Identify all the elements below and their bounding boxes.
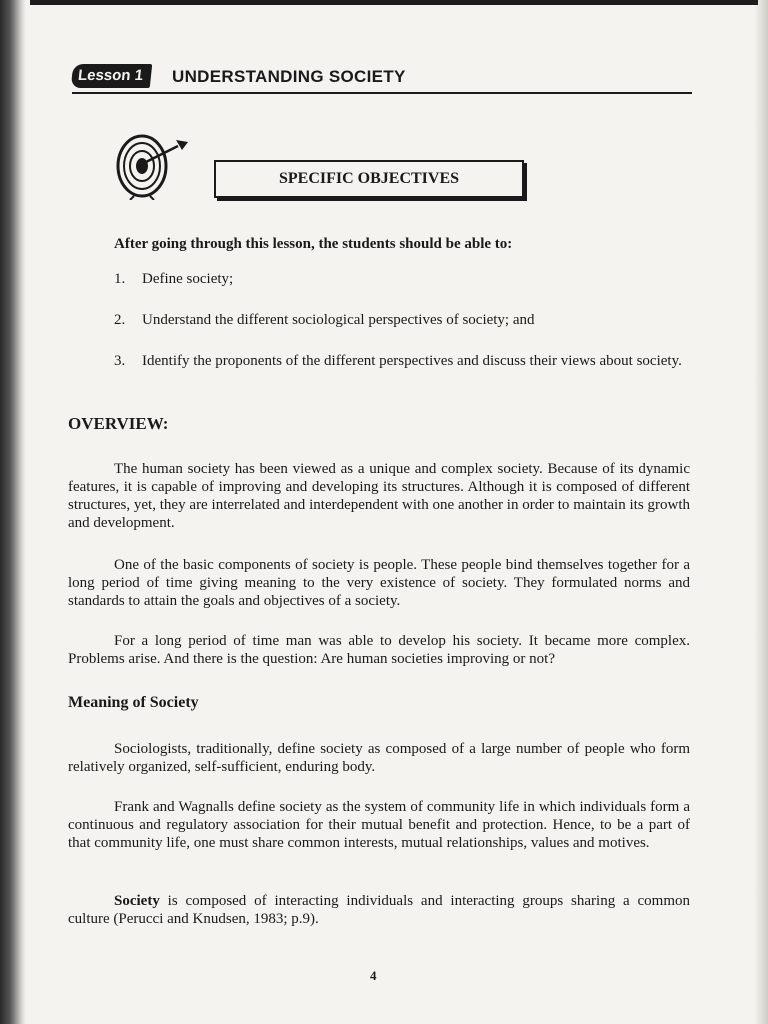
specific-objectives-box: SPECIFIC OBJECTIVES xyxy=(214,160,524,198)
objective-text: Identify the proponents of the different perspectives and discuss their views about society. xyxy=(142,353,682,369)
society-term: Society xyxy=(114,893,160,909)
objective-item xyxy=(114,352,694,371)
lesson-title: UNDERSTANDING SOCIETY xyxy=(172,67,406,86)
lesson-header xyxy=(72,60,692,96)
page-edge-shadow xyxy=(754,0,768,1024)
overview-heading: OVERVIEW: xyxy=(68,414,169,433)
meaning-of-society-heading: Meaning of Society xyxy=(68,694,199,711)
objective-number: 3. xyxy=(114,353,126,369)
lesson-tag: Lesson 1 xyxy=(71,64,153,88)
overview-paragraph: One of the basic components of society is people. These people bind themselves together for a long period of time giving meaning to the very existence of society. They formulated norms and standards to attain the goals and objectives of a society. xyxy=(68,557,690,609)
page-top-edge xyxy=(30,0,758,5)
page-number: 4 xyxy=(370,968,377,983)
objective-text: Understand the different sociological perspectives of society; and xyxy=(142,312,535,328)
meaning-paragraph: Sociologists, traditionally, define society as composed of a large number of people who form relatively organized, self-sufficient, enduring body. xyxy=(68,741,690,775)
objectives-intro: After going through this lesson, the students should be able to: xyxy=(114,236,513,252)
target-with-arrow-icon xyxy=(112,128,192,200)
objective-text: Define society; xyxy=(142,271,234,287)
overview-paragraph: For a long period of time man was able to develop his society. It became more complex. Problems arise. And there is the question: Are human societies improving or not? xyxy=(68,633,690,667)
page-binding-shadow xyxy=(0,0,26,1024)
objectives-list xyxy=(114,270,694,371)
objective-number: 1. xyxy=(114,271,126,287)
objective-number: 2. xyxy=(114,312,126,328)
objective-item xyxy=(114,270,694,289)
meaning-paragraph xyxy=(68,892,690,928)
header-rule xyxy=(72,92,692,94)
society-definition: is composed of interacting individuals and interacting groups sharing a common culture (Perucci and Knudsen, 1983; p.9). xyxy=(68,893,690,927)
objective-item xyxy=(114,311,694,330)
meaning-paragraph: Frank and Wagnalls define society as the system of community life in which individuals form a continuous and regulatory association for their mutual benefit and protection. Hence, to be a part of that community life, one must share common interests, mutual relationships, values and motives. xyxy=(68,799,690,851)
overview-paragraph: The human society has been viewed as a unique and complex society. Because of its dynamic features, it is capable of improving and developing its structures. Although it is composed of different structures, yet, they are interrelated and interdependent with one another in order to maintain its growth and development. xyxy=(68,461,690,531)
